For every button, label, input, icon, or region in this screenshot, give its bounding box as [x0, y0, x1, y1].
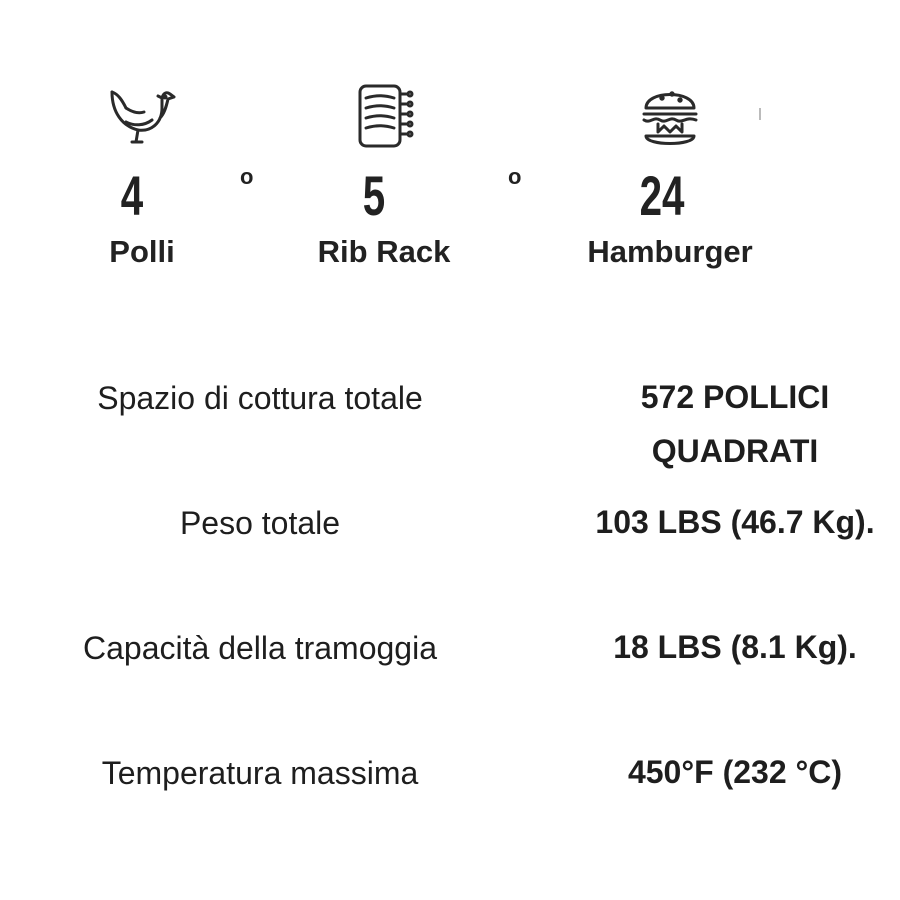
spec-value-cooking-area: 572 POLLICI QUADRATI	[640, 379, 830, 469]
spec-label-weight: Peso totale	[179, 505, 341, 541]
divider	[759, 108, 761, 120]
rib-rack-icon	[352, 82, 418, 150]
separator-or: o	[508, 164, 522, 189]
chicken-icon	[104, 82, 178, 150]
spec-value-hopper: 18 LBS (8.1 Kg).	[613, 629, 857, 665]
chicken-label: Polli	[109, 234, 175, 269]
hamburger-icon	[638, 80, 702, 152]
separator-or: o	[240, 164, 254, 189]
spec-label-cooking-area: Spazio di cottura totale	[97, 380, 423, 416]
hamburger-count: 24	[639, 164, 685, 227]
spec-label-hopper: Capacità della tramoggia	[83, 630, 437, 666]
hamburger-label: Hamburger	[587, 234, 753, 269]
chicken-count: 4	[120, 164, 144, 227]
spec-value-max-temp: 450°F (232 °C)	[627, 754, 843, 790]
rib-rack-count: 5	[362, 164, 386, 227]
spec-value-weight: 103 LBS (46.7 Kg).	[595, 504, 875, 540]
rib-rack-label: Rib Rack	[317, 234, 451, 269]
spec-label-max-temp: Temperatura massima	[101, 755, 419, 791]
